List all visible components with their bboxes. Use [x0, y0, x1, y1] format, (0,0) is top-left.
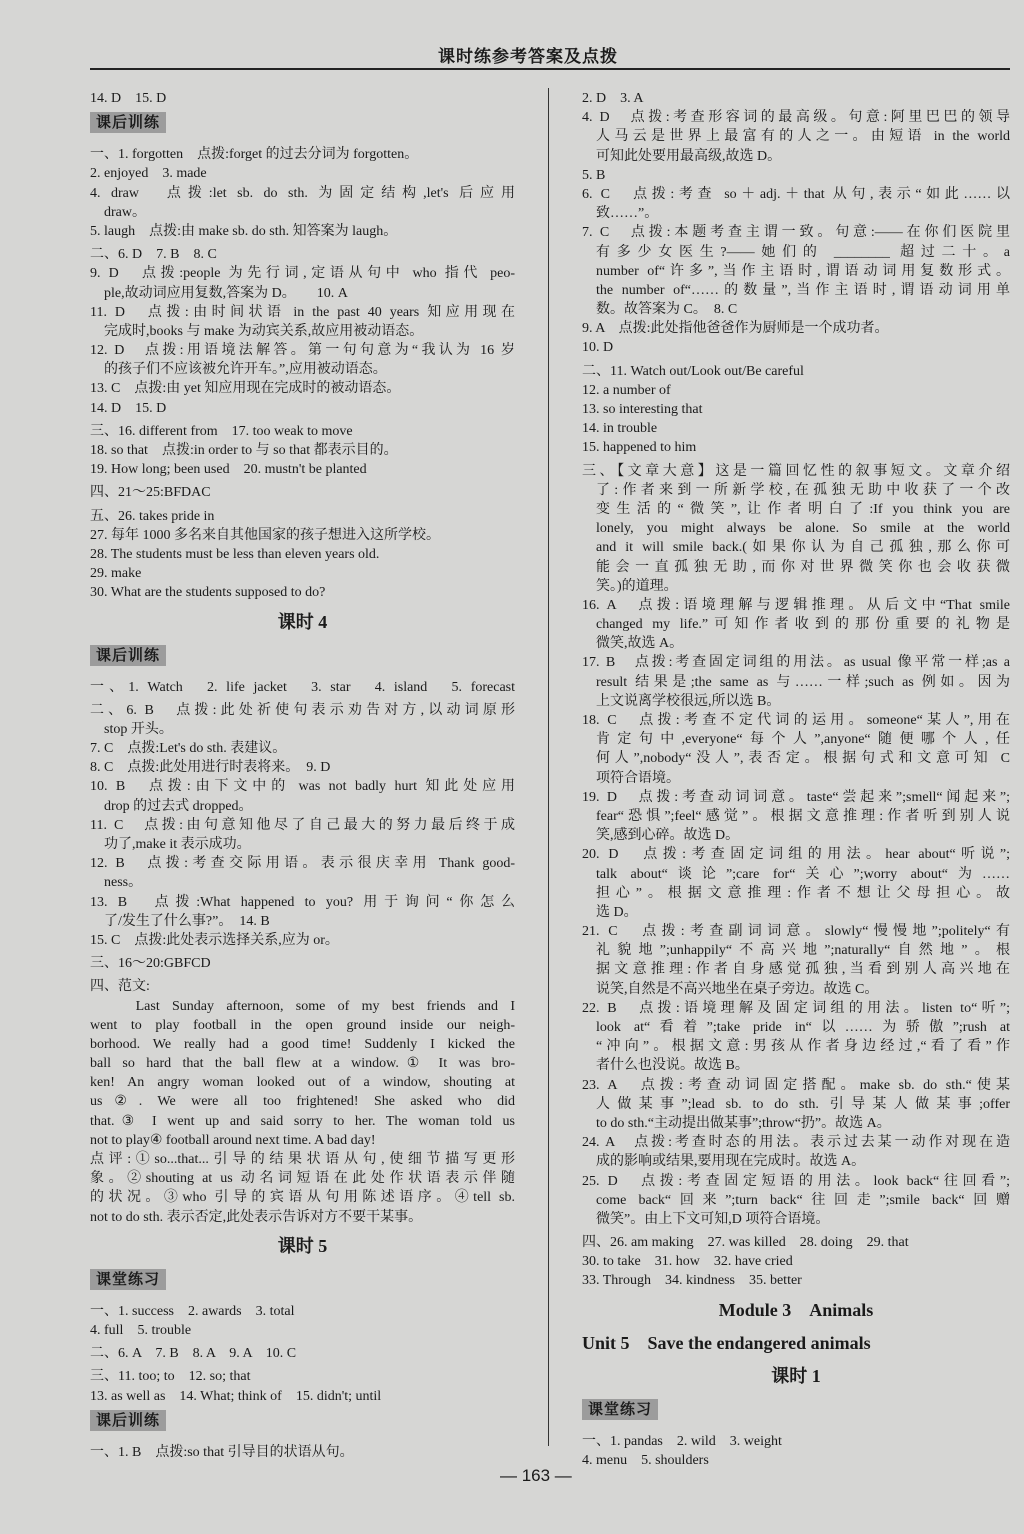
answer-line-continuation: come back“回来”;turn back“往回走”;smile back“回赠 — [596, 1192, 1010, 1208]
answer-line-continuation: 变生活的“微笑”,让作者明白了:If you think you are — [596, 501, 1010, 517]
answer-line-continuation: 功了,make it 表示成功。 — [104, 837, 251, 852]
answer-line-continuation: 的孩子们不应该被允许开车。”,应用被动语态。 — [104, 362, 387, 378]
answer-line-continuation: 选 D。 — [596, 904, 638, 920]
answer-line: 22. B 点拨:语境理解及固定词组的用法。listen to“听”; — [582, 1000, 1010, 1016]
answer-line-continuation: the number of“……的数量”,当作主语时,谓语动词用单 — [596, 282, 1010, 298]
answer-line: us②. We were all too frightened! She asked who did — [90, 1094, 515, 1110]
answer-line-continuation: ness。 — [104, 875, 143, 891]
answer-line-continuation: stop 开头。 — [104, 721, 173, 737]
answer-line: 7. C 点拨:Let's do sth. 表建议。 — [90, 741, 287, 757]
answer-line: 的状况。③who 引导的宾语从句用陈述语序。④tell sb. — [90, 1190, 515, 1206]
answer-line-continuation: 何人”,nobody“没人”,表否定。根据句式和文意可知 C — [596, 751, 1010, 767]
answer-line: not to play④ football around next time. A bad day! — [90, 1132, 376, 1148]
answer-line-continuation: ple,故动词应用复数,答案为 D。 10. A — [104, 285, 348, 301]
answer-line-continuation: look at“看着”;take pride in“以……为骄傲”;rush at — [596, 1020, 1010, 1035]
answer-line: that.③ I went up and said sorry to her. The woman told us — [90, 1113, 515, 1129]
answer-line-continuation: changed my life.”可知作者收到的那份重要的礼物是 — [596, 617, 1010, 633]
answer-line: 9. D 点拨:people 为先行词,定语从句中 who 指代 peo- — [90, 266, 515, 282]
lesson-title: Module 3 Animals — [718, 1299, 874, 1320]
answer-line: 三、【文章大意】这是一篇回忆性的叙事短文。文章介绍 — [582, 463, 1010, 479]
answer-line: 17. B 点拨:考查固定词组的用法。as usual 像平常一样;as a — [582, 655, 1010, 671]
answer-line: 四、21～25:BFDAC — [90, 485, 211, 501]
answer-line-continuation: 成的影响或结果,要用现在完成时。故选 A。 — [596, 1154, 866, 1170]
answer-line: 24. A 点拨:考查时态的用法。表示过去某一动作对现在造 — [582, 1135, 1010, 1151]
answer-line: 19. How long; been used 20. mustn't be planted — [90, 462, 367, 478]
answer-line: 6. C 点拨:考查 so＋adj.＋that 从句,表示“如此……以 — [582, 186, 1010, 202]
answer-line: 4. D 点拨:考查形容词的最高级。句意:阿里巴巴的领导 — [582, 110, 1010, 126]
header-title: 课时练参考答案及点拨 — [438, 47, 618, 67]
answer-line-continuation: 担心”。根据文意推理:作者不想让父母担心。故 — [596, 885, 1010, 901]
section-label: 课后训练 — [90, 112, 166, 133]
answer-line: 三、16～20:GBFCD — [90, 956, 211, 972]
answer-line: 4. full 5. trouble — [90, 1322, 192, 1338]
right-column — [582, 89, 1010, 1470]
answer-line: 11. D 点拨:由时间状语 in the past 40 years 知应用现在 — [90, 304, 515, 320]
answer-line-continuation: 人马云是世界上最富有的人之一。由短语 in the world — [596, 129, 1010, 145]
answer-line-continuation: 数。故答案为 C。 8. C — [596, 302, 738, 318]
left-column — [90, 89, 515, 1462]
answer-line-continuation: 能会一直孤独无助,而你对世界微笑你也会收获微 — [596, 559, 1010, 575]
answer-line-continuation: 者什么也没说。故选 B。 — [596, 1058, 749, 1074]
answer-line: 10. D — [582, 340, 614, 356]
answer-line-continuation: lonely, you might always be alone. So smile at the world — [596, 521, 1010, 537]
column-divider — [548, 88, 549, 1446]
answer-line: 28. The students must be less than eleven years old. — [90, 546, 380, 562]
answer-line: 三、11. too; to 12. so; that — [90, 1369, 251, 1385]
answer-line-continuation: 完成时,books 与 make 为动宾关系,故应用被动语态。 — [104, 323, 424, 339]
answer-line-continuation: 项符合语境。 — [596, 770, 680, 786]
answer-line: 2. enjoyed 3. made — [90, 166, 207, 182]
answer-line: 9. A 点拨:此处指他爸爸作为厨师是一个成功者。 — [582, 321, 889, 337]
answer-line-continuation: result 结果是;the same as 与……一样;such as 例如。因为 — [596, 674, 1010, 690]
answer-line: 一、1. B 点拨:so that 引导目的状语从句。 — [90, 1444, 354, 1460]
answer-line: 21. C 点拨:考查副词词意。slowly“慢慢地”;politely“有 — [582, 924, 1010, 940]
answer-line-continuation: 上文说离学校很远,所以选 B。 — [596, 693, 781, 709]
answer-line-continuation: 笑,感到心碎。故选 D。 — [596, 828, 740, 844]
answer-line-continuation: 人做某事”;lead sb. to do sth. 引导某人做某事;offer — [596, 1096, 1010, 1112]
lesson-title: 课时 1 — [771, 1365, 821, 1386]
answer-line: 30. to take 31. how 32. have cried — [582, 1254, 793, 1270]
answer-line: 14. D 15. D — [90, 91, 167, 106]
answer-line-continuation: 致……”。 — [596, 206, 659, 222]
answer-line: 25. D 点拨:考查固定短语的用法。look back“往回看”; — [582, 1173, 1010, 1189]
answer-line: ball so hard that the ball flew at a window.① It was bro- — [90, 1056, 515, 1072]
answer-line: 13. B 点拨:What happened to you? 用于询问“你怎么 — [90, 894, 515, 910]
answer-line-continuation: 微笑”。由上下文可知,D 项符合语境。 — [596, 1211, 830, 1227]
page-number: — 163 — — [500, 1466, 572, 1485]
answer-line-continuation: and it will smile back.(如果你认为自己孤独,那么你可 — [596, 540, 1010, 556]
section-label-row — [90, 1406, 515, 1439]
section-label: 课后训练 — [90, 1410, 166, 1431]
answer-line-continuation: 可知此处要用最高级,故选 D。 — [596, 148, 782, 164]
answer-line: 一、1. forgotten 点拨:forget 的过去分词为 forgotten。 — [90, 147, 419, 163]
answer-line-continuation: talk about“谈论”;care for“关心”;worry about“为…… — [596, 866, 1010, 882]
answer-line-continuation: 了/发生了什么事?”。 14. B — [104, 913, 270, 929]
answer-line: Last Sunday afternoon, some of my best friends and I — [90, 998, 515, 1014]
answer-line: 一、1. Watch 2. life jacket 3. star 4. island 5. forecast — [90, 679, 515, 695]
answer-line: 12. B 点拨:考查交际用语。表示很庆幸用 Thank good- — [90, 856, 515, 872]
answer-line-continuation: 了:作者来到一所新学校,在孤独无助中收获了一个改 — [596, 482, 1010, 498]
answer-line: 二、11. Watch out/Look out/Be careful — [582, 363, 804, 379]
answer-line-continuation: 肯定句中,everyone“每个人”,anyone“随便哪个人,任 — [596, 732, 1010, 748]
answer-line-continuation: number of“许多”,当作主语时,谓语动词用复数形式。 — [596, 263, 1010, 279]
answer-line: 19. D 点拨:考查动词词意。taste“尝起来”;smell“闻起来”; — [582, 789, 1010, 805]
answer-line-continuation: “冲向”。根据文意:男孩从作者身边经过,“看了看”作 — [596, 1039, 1010, 1055]
section-label-row — [90, 641, 515, 674]
answer-line-continuation: 微笑,故选 A。 — [596, 636, 684, 652]
answer-line: 15. C 点拨:此处表示选择关系,应为 or。 — [90, 932, 339, 948]
answer-line: 14. D 15. D — [90, 400, 167, 416]
section-label-row — [90, 108, 515, 141]
answer-line: 13. C 点拨:由 yet 知应用现在完成时的被动语态。 — [90, 381, 401, 397]
answer-line-continuation: 礼貌地”;unhappily“不高兴地”;naturally“自然地”。根 — [596, 943, 1010, 959]
answer-line-continuation: 笑。)的道理。 — [596, 578, 678, 594]
answer-line-continuation: fear“恐惧”;feel“感觉”。根据文意推理:作者听到别人说 — [596, 808, 1010, 824]
answer-line: 13. as well as 14. What; think of 15. didn't; until — [90, 1388, 382, 1404]
answer-line: 四、范文: — [90, 979, 150, 995]
answer-line: 30. What are the students supposed to do? — [90, 585, 326, 601]
lesson-title: 课时 5 — [277, 1235, 328, 1256]
answer-line: 二、6. A 7. B 8. A 9. A 10. C — [90, 1346, 297, 1362]
section-label: 课后训练 — [90, 645, 166, 666]
answer-line: 33. Through 34. kindness 35. better — [582, 1273, 802, 1289]
unit-title: Unit 5 Save the endangered animals — [582, 1332, 871, 1353]
answer-line: 18. so that 点拨:in order to 与 so that 都表示目的。 — [90, 443, 398, 458]
answer-line-continuation: drop 的过去式 dropped。 — [104, 798, 253, 814]
section-label: 课堂练习 — [90, 1269, 166, 1290]
answer-line: 7. C 点拨:本题考查主谓一致。句意:——在你们医院里 — [582, 225, 1010, 241]
answer-line: 2. D 3. A — [582, 91, 644, 106]
answer-line: not to do sth. 表示否定,此处表示告诉对方不要干某事。 — [90, 1209, 423, 1225]
answer-line: 一、1. success 2. awards 3. total — [90, 1303, 295, 1319]
answer-line: 15. happened to him — [582, 440, 697, 456]
answer-line-continuation: 有多少女医生?——她们的 ________ 超过二十。a — [596, 244, 1010, 260]
answer-line: 13. so interesting that — [582, 402, 703, 417]
answer-line: 12. a number of — [582, 382, 671, 398]
answer-line: 20. D 点拨:考查固定词组的用法。hear about“听说”; — [582, 847, 1010, 863]
answer-line: 象。②shouting at us 动名词短语在此处作状语表示伴随 — [90, 1171, 515, 1187]
answer-line: 27. 每年 1000 多名来自其他国家的孩子想进入这所学校。 — [90, 527, 440, 543]
answer-line: 一、1. pandas 2. wild 3. weight — [582, 1433, 782, 1449]
answer-line: ken! An angry woman looked out of a window, shouting at — [90, 1075, 515, 1091]
answer-line: 16. A 点拨:语境理解与逻辑推理。从后文中“That smile — [582, 597, 1010, 613]
answer-line-continuation: draw。 — [104, 204, 146, 220]
section-label: 课堂练习 — [582, 1399, 658, 1420]
answer-line-continuation: 据文意推理:作者自身感觉孤独,当看到别人高兴地在 — [596, 962, 1010, 978]
answer-line: 14. in trouble — [582, 421, 658, 437]
answer-line: 12. D 点拨:用语境法解答。第一句句意为“我认为 16 岁 — [90, 343, 515, 359]
answer-line: 10. B 点拨:由下文中的 was not badly hurt 知此处应用 — [90, 779, 515, 795]
answer-line: 四、26. am making 27. was killed 28. doing 29. that — [582, 1235, 909, 1251]
answer-line: 5. B — [582, 167, 606, 183]
answer-line-continuation: to do sth.“主动提出做某事”;throw“扔”。故选 A。 — [596, 1115, 891, 1131]
answer-line: went to play football in the open ground inside our neigh- — [90, 1017, 515, 1033]
answer-line: 4. draw 点拨:let sb. do sth. 为固定结构,let's 后应用 — [90, 185, 515, 201]
answer-line: 5. laugh 点拨:由 make sb. do sth. 知答案为 laugh。 — [90, 223, 398, 239]
answer-line: 五、26. takes pride in — [90, 508, 215, 524]
answer-line: 三、16. different from 17. too weak to move — [90, 423, 353, 439]
answer-line: 二、6. B 点拨:此处祈使句表示劝告对方,以动词原形 — [90, 702, 515, 718]
lesson-title: 课时 4 — [277, 611, 328, 632]
answer-line: 4. menu 5. shoulders — [582, 1452, 709, 1468]
section-label-row — [582, 1395, 1010, 1428]
answer-line: 8. C 点拨:此处用进行时表将来。 9. D — [90, 760, 331, 776]
section-label-row — [90, 1265, 515, 1298]
answer-line: 18. C 点拨:考查不定代词的运用。someone“某人”,用在 — [582, 713, 1010, 728]
answer-line: borhood. We really had a good time! Suddenly I kicked the — [90, 1036, 515, 1052]
header-rule — [90, 68, 1010, 70]
answer-line: 点评:①so...that...引导的结果状语从句,使细节描写更形 — [90, 1152, 515, 1167]
answer-line-continuation: 说笑,自然是不高兴地坐在桌子旁边。故选 C。 — [596, 981, 879, 997]
answer-line: 11. C 点拨:由句意知他尽了自己最大的努力最后终于成 — [90, 817, 515, 833]
answer-line: 二、6. D 7. B 8. C — [90, 247, 217, 263]
answer-line: 23. A 点拨:考查动词固定搭配。make sb. do sth.“使某 — [582, 1077, 1010, 1093]
answer-line: 29. make — [90, 566, 142, 582]
